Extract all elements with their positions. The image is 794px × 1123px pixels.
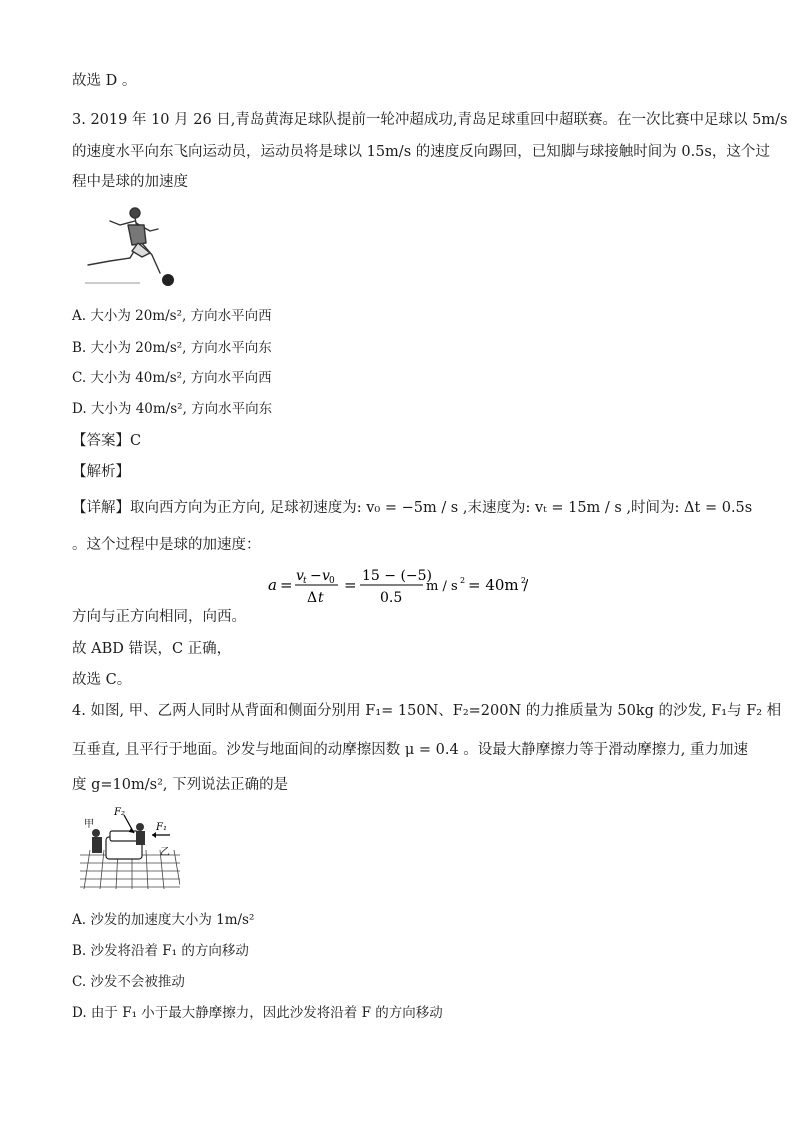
question-4-line-3: 度 g=10m/s², 下列说法正确的是 [72,777,289,793]
question-3-line-2: 的速度水平向东飞向运动员，运动员将是球以 15m/s 的速度反向踢回，已知脚与球接触时间为 0.5s，这个过 [72,144,770,160]
after-line-1: 方向与正方向相同，向西。 [72,609,246,625]
svg-text:v: v [322,568,330,584]
question-3-line-1: 3. 2019 年 10 月 26 日,青岛黄海足球队提前一轮冲超成功,青岛足球重回中超联赛。在一次比赛中足球以 5m/s [72,112,788,128]
sofa-push-figure [80,805,180,889]
question-4-line-2: 互垂直, 且平行于地面。沙发与地面间的动摩擦因数 μ = 0.4 。设最大静摩擦力等于滑动摩擦力, 重力加速 [72,742,749,758]
option-c: C. 大小为 40m/s², 方向水平向西 [72,370,272,386]
label-yi: 乙 [160,847,170,858]
svg-text:m / s: m / s [426,579,458,594]
svg-text:t: t [318,590,324,606]
svg-text:2: 2 [520,576,526,585]
svg-text:2: 2 [460,576,466,585]
question-3-line-3: 程中是球的加速度 [72,174,188,190]
after-line-3: 故选 C。 [72,672,132,688]
svg-text:Δ: Δ [307,590,318,606]
label-jia: 甲 [84,819,94,830]
analysis-label: 【解析】 [72,464,130,480]
svg-text:= 40m / s: = 40m / [468,576,528,594]
option-b: B. 大小为 20m/s², 方向水平向东 [72,340,272,356]
acceleration-formula [268,563,528,607]
option-a: A. 大小为 20m/s², 方向水平向西 [72,308,272,324]
soccer-player-figure [80,203,180,291]
svg-text:a: a [268,576,277,594]
after-line-2: 故 ABD 错误，C 正确， [72,641,232,657]
text-line-conclusion: 故选 D 。 [72,73,137,89]
svg-text:v: v [296,568,304,584]
q4-option-c: C. 沙发不会被推动 [72,974,185,990]
label-f1: F₁ [156,822,167,833]
detail-line: 【详解】取向西方向为正方向, 足球初速度为: v₀ = −5m / s ,末速度为: vₜ = 15m / s ,时间为: Δt = 0.5s [72,500,753,516]
option-d: D. 大小为 40m/s², 方向水平向东 [72,401,273,417]
svg-text:−: − [310,568,322,584]
svg-text:0: 0 [329,576,335,586]
svg-text:15 − (−5): 15 − (−5) [362,568,433,584]
q4-option-b: B. 沙发将沿着 F₁ 的方向移动 [72,943,249,959]
answer-label: 【答案】C [72,433,142,449]
svg-text:=: = [344,576,357,594]
svg-text:0.5: 0.5 [380,590,403,606]
detail-line-2: 。这个过程中是球的加速度： [72,537,261,553]
label-f2: F₂ [114,807,125,818]
q4-option-d: D. 由于 F₁ 小于最大静摩擦力，因此沙发将沿着 F 的方向移动 [72,1005,443,1021]
question-4-line-1: 4. 如图, 甲、乙两人同时从背面和侧面分别用 F₁= 150N、F₂=200N 的力推质量为 50kg 的沙发, F₁与 F₂ 相 [72,703,782,719]
svg-text:=: = [280,576,293,594]
svg-text:t: t [303,576,307,586]
q4-option-a: A. 沙发的加速度大小为 1m/s² [72,912,255,928]
